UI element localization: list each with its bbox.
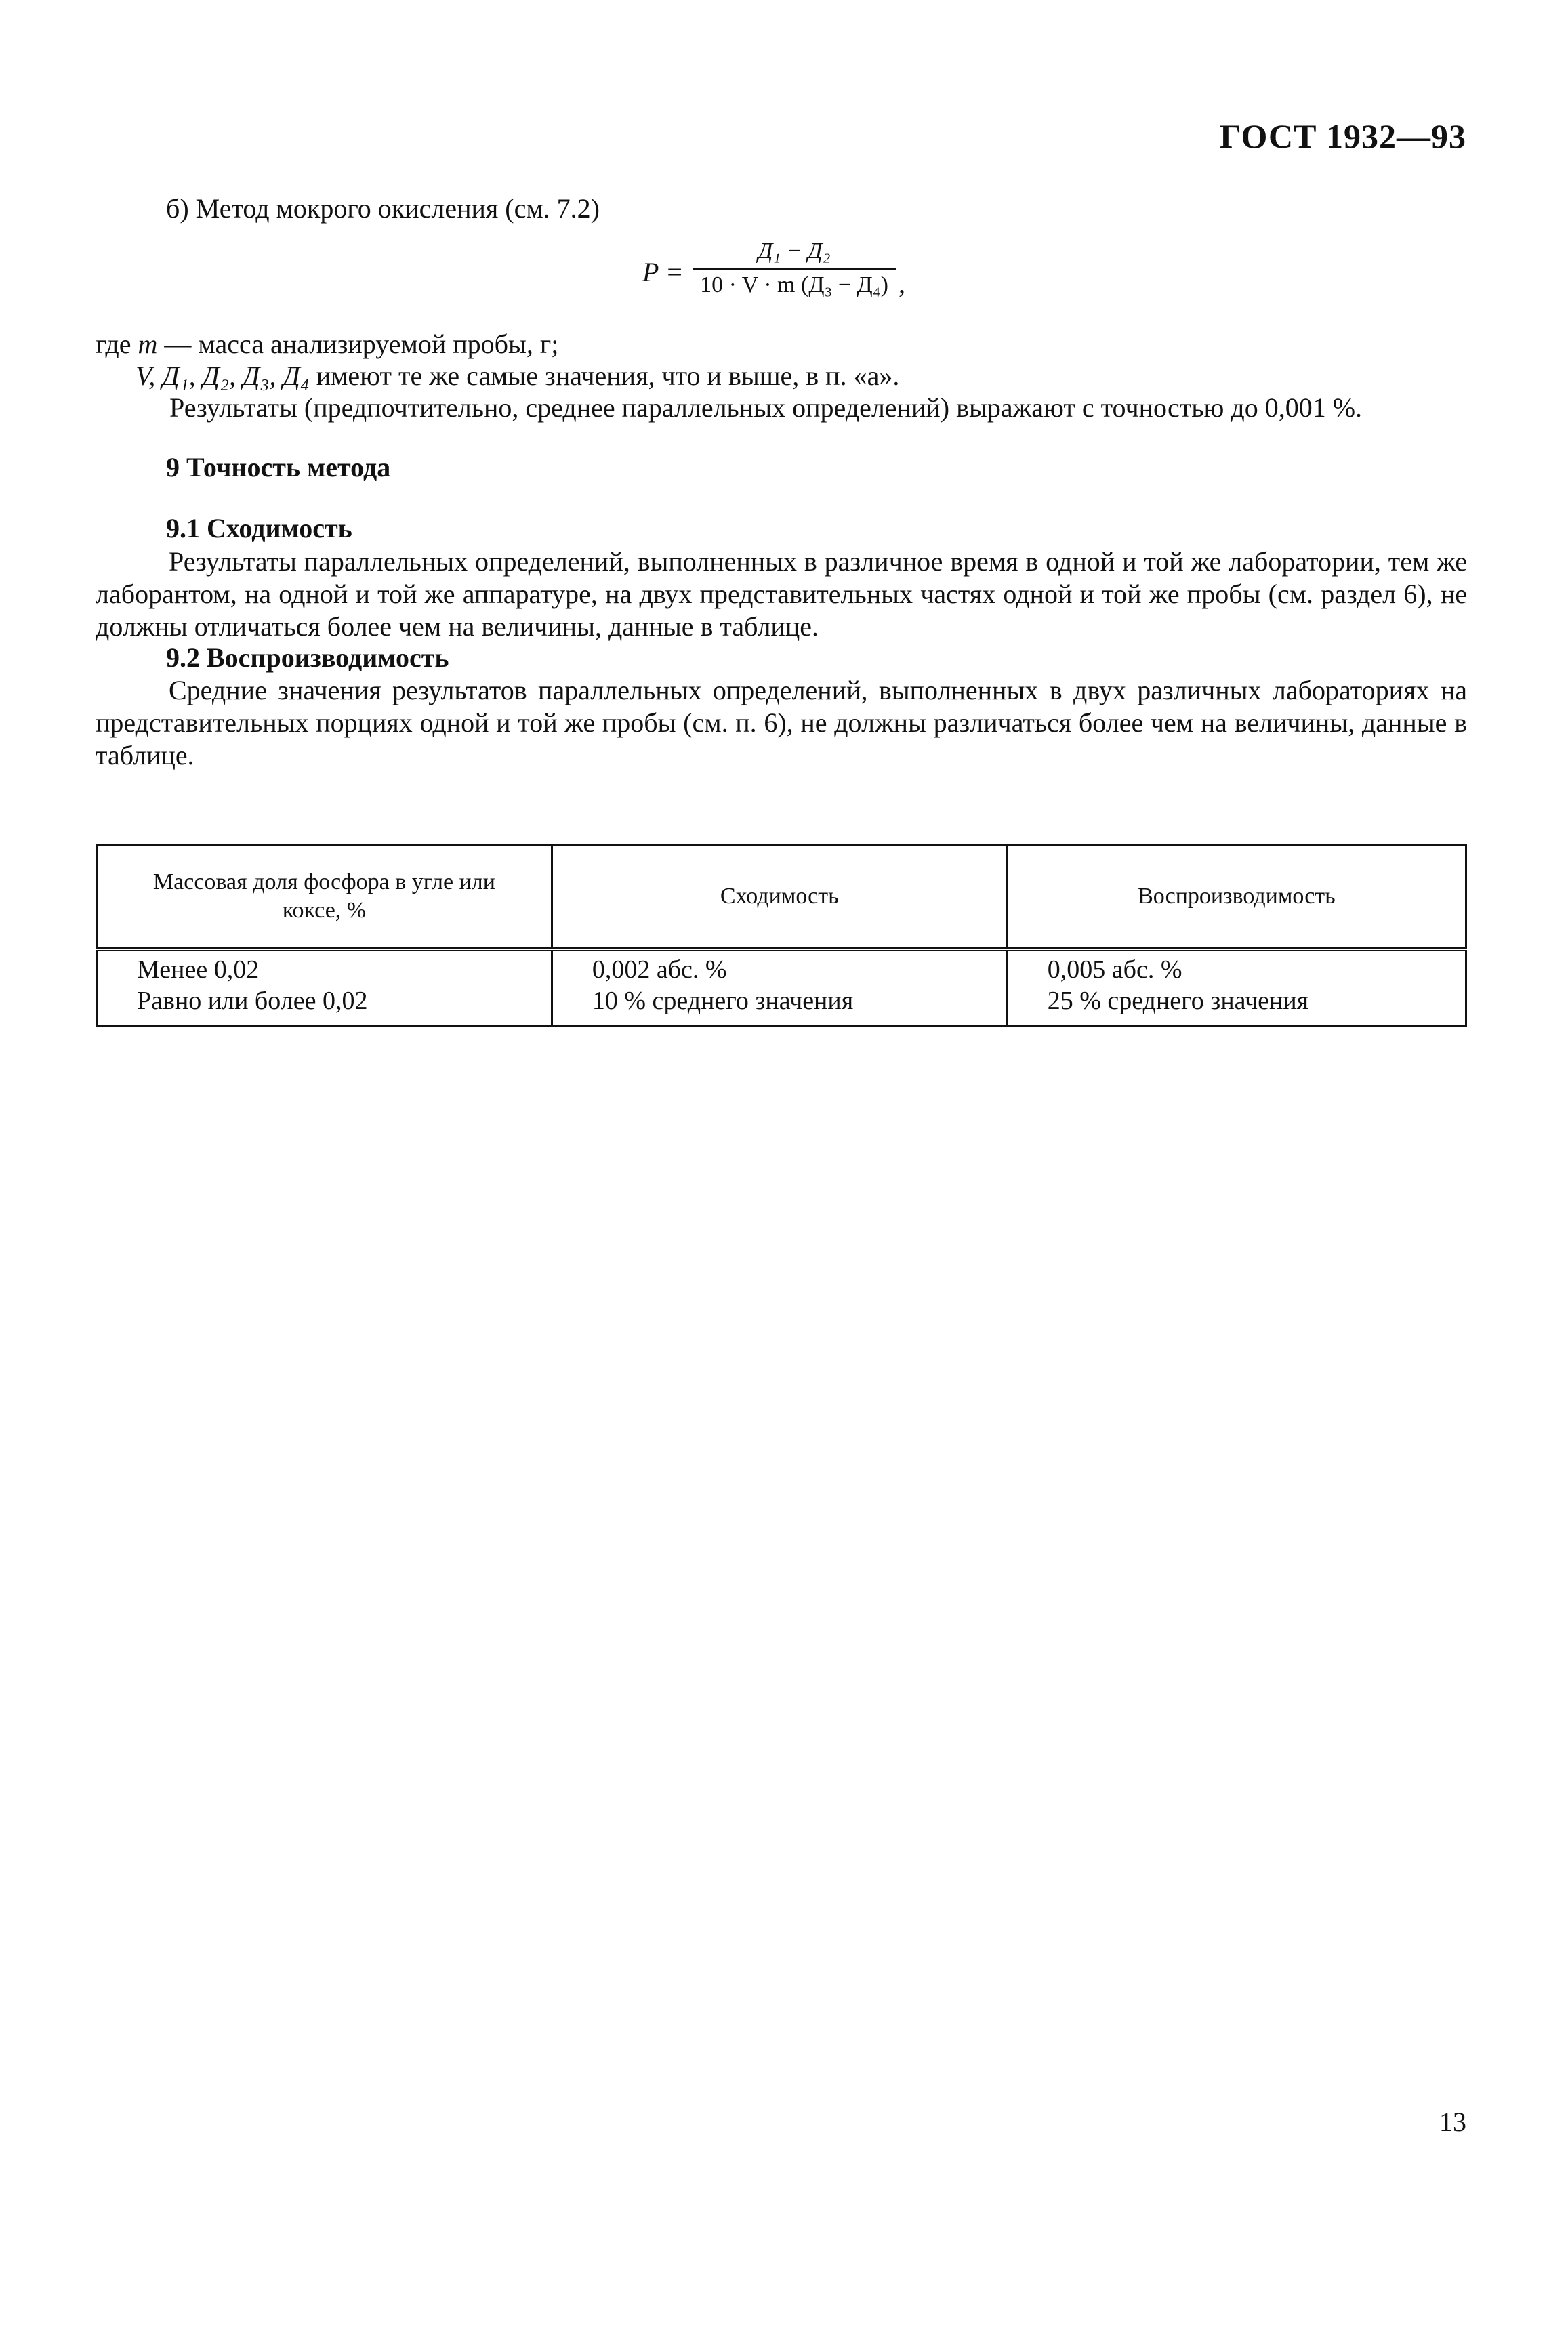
- header-phosphorus-fraction: Массовая доля фосфора в угле или коксе, %: [97, 845, 552, 950]
- section-9-1-title: 9.1 Сходимость: [166, 513, 352, 543]
- range-row-2: Равно или более 0,02: [137, 987, 368, 1015]
- fraction-bar: [693, 268, 896, 270]
- repeatability-row-2: 10 % среднего значения: [592, 987, 854, 1015]
- where-line-1: [96, 327, 558, 361]
- formula-fraction: [693, 239, 896, 298]
- section-9-1-text: Результаты параллельных определений, выполненных в различное время в одной и той же лаборатории, тем же лаборантом, на одной и той же аппаратуре, на двух представительных частях одной и той же пробы (см. раздел 6), не должны отличаться более чем на величины, данные в таблице.: [96, 546, 1467, 642]
- where-prefix: где: [96, 329, 138, 359]
- section-9-2-text: Средние значения результатов параллельных определений, выполненных в двух различных лабораториях на представительных порциях одной и той же пробы (см. п. 6), не должны различаться более чем на величины, данные в таблице.: [96, 675, 1467, 770]
- document-header-code: ГОСТ 1932—93: [1219, 117, 1466, 155]
- where-var-m: m: [138, 329, 158, 359]
- where-line-3: Результаты (предпочтительно, среднее параллельных определений) выражают с точностью до 0,001 %.: [169, 392, 1363, 423]
- header-reproducibility: Воспроизводимость: [1007, 845, 1466, 950]
- table-cell-range: [97, 949, 552, 1026]
- method-b-title: б) Метод мокрого окисления (см. 7.2): [166, 193, 600, 224]
- reproducibility-row-2: 25 % среднего значения: [1047, 987, 1309, 1015]
- repeatability-row-1: 0,002 абс. %: [592, 955, 727, 984]
- precision-table: [96, 844, 1467, 1027]
- formula-trailing: ,: [899, 268, 905, 299]
- range-row-1: Менее 0,02: [137, 955, 260, 984]
- page-number: 13: [1439, 2107, 1466, 2137]
- where-line-2-text: имеют те же самые значения, что и выше, в п. «а».: [309, 360, 900, 391]
- where-line-2: [136, 359, 899, 393]
- where-line-1-text: — масса анализируемой пробы, г;: [157, 329, 559, 359]
- table-header-row: [97, 845, 1466, 950]
- formula-lhs: P =: [642, 257, 684, 287]
- section-9-2-title: 9.2 Воспроизводимость: [166, 642, 449, 673]
- where-vars: V, Д₁, Д₂, Д₃, Д₄: [136, 360, 310, 391]
- section-9-title: 9 Точность метода: [166, 452, 391, 482]
- formula-denominator: 10 · V · m (Д₃ − Д₄): [700, 272, 888, 297]
- table-row: [97, 949, 1466, 1026]
- reproducibility-row-1: 0,005 абс. %: [1047, 955, 1182, 984]
- formula-numerator: Д₁ − Д₂: [758, 239, 831, 264]
- table-cell-repeatability: [552, 949, 1007, 1026]
- header-repeatability: Сходимость: [552, 845, 1007, 950]
- table-cell-reproducibility: [1007, 949, 1466, 1026]
